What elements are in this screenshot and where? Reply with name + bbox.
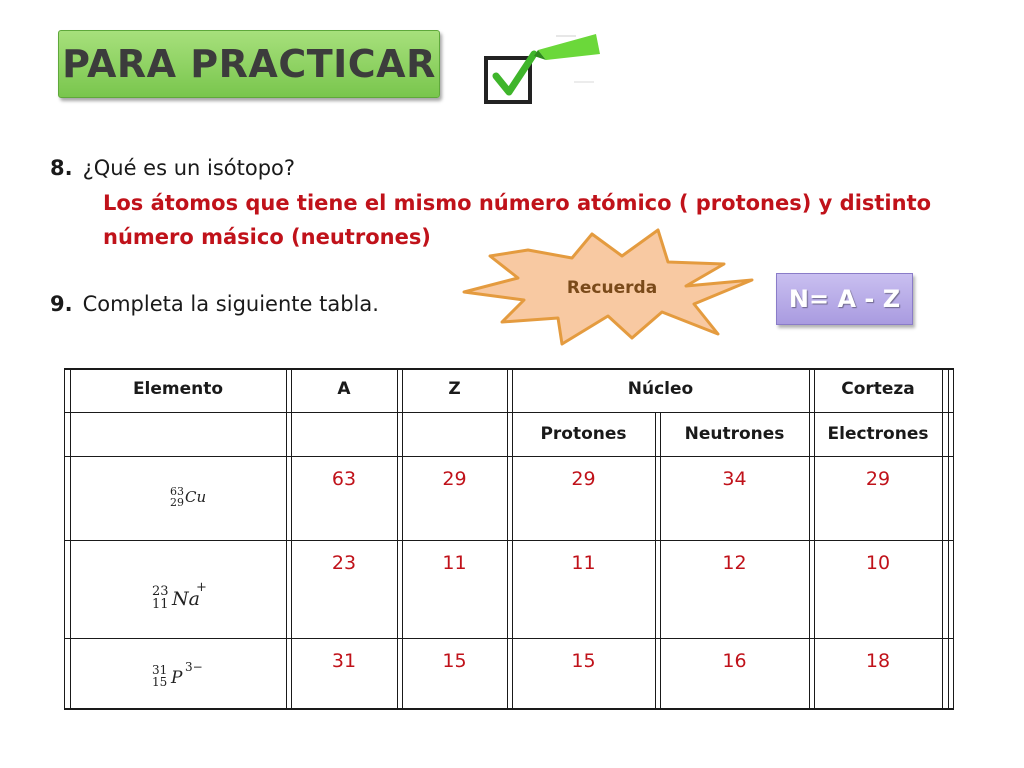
header-nucleo: Núcleo — [627, 379, 694, 399]
question-8: 8. ¿Qué es un isótopo? — [50, 156, 296, 180]
cell-electrones: 29 — [865, 468, 891, 490]
formula-box — [776, 273, 913, 325]
header-elemento: Elemento — [132, 379, 224, 399]
table-row-divider — [64, 412, 954, 413]
header-neutrones: Neutrones — [684, 424, 785, 444]
table-col-divider — [948, 368, 949, 710]
table-col-divider — [286, 368, 287, 710]
cell-a: 31 — [331, 650, 357, 672]
cell-electrones: 18 — [865, 650, 891, 672]
table-col-divider — [64, 368, 65, 710]
table-row-divider — [64, 540, 954, 541]
table-col-divider — [507, 368, 508, 710]
cell-a: 63 — [331, 468, 357, 490]
table-col-divider — [655, 412, 656, 710]
cell-electrones: 10 — [865, 552, 891, 574]
cell-protones: 11 — [571, 552, 596, 574]
cell-a: 23 — [331, 552, 357, 574]
formula-text: N= A - Z — [788, 285, 901, 313]
table-border-bottom — [64, 708, 954, 710]
page-title: PARA PRACTICAR — [62, 42, 436, 86]
cell-neutrones: 34 — [722, 468, 747, 490]
table-row-divider — [64, 456, 954, 457]
cell-neutrones: 12 — [722, 552, 747, 574]
question-9: 9. Completa la siguiente tabla. — [50, 292, 379, 316]
header-electrones: Electrones — [827, 424, 929, 444]
table-col-divider — [70, 368, 71, 710]
header-corteza: Corteza — [841, 379, 915, 399]
cell-z: 29 — [442, 468, 467, 490]
answer-text: Los átomos que tiene el mismo número atómico ( protones) y distinto número másico (neutrones) — [103, 191, 932, 249]
isotope-table: Elemento A Z Núcleo Corteza Protones Neutrones Electrones 63 29 Cu 63 29 29 34 29 23 11 Na + 23 11 11 12 10 31 15 P 3− 31 15 15 16 18 — [64, 368, 954, 710]
table-col-divider — [942, 368, 943, 710]
recuerda-label: Recuerda — [566, 278, 658, 298]
cell-protones: 15 — [571, 650, 596, 672]
table-col-divider — [809, 368, 810, 710]
checklist-icon — [476, 30, 604, 110]
table-col-divider — [397, 368, 398, 710]
title-banner — [58, 30, 440, 98]
header-a: A — [337, 379, 351, 399]
header-z: Z — [448, 379, 461, 399]
table-row-divider — [64, 638, 954, 639]
table-col-divider — [953, 368, 954, 710]
table-border-top — [64, 368, 954, 370]
cell-z: 15 — [442, 650, 467, 672]
cell-protones: 29 — [571, 468, 596, 490]
header-protones: Protones — [540, 424, 627, 444]
cell-neutrones: 16 — [722, 650, 747, 672]
cell-z: 11 — [442, 552, 467, 574]
